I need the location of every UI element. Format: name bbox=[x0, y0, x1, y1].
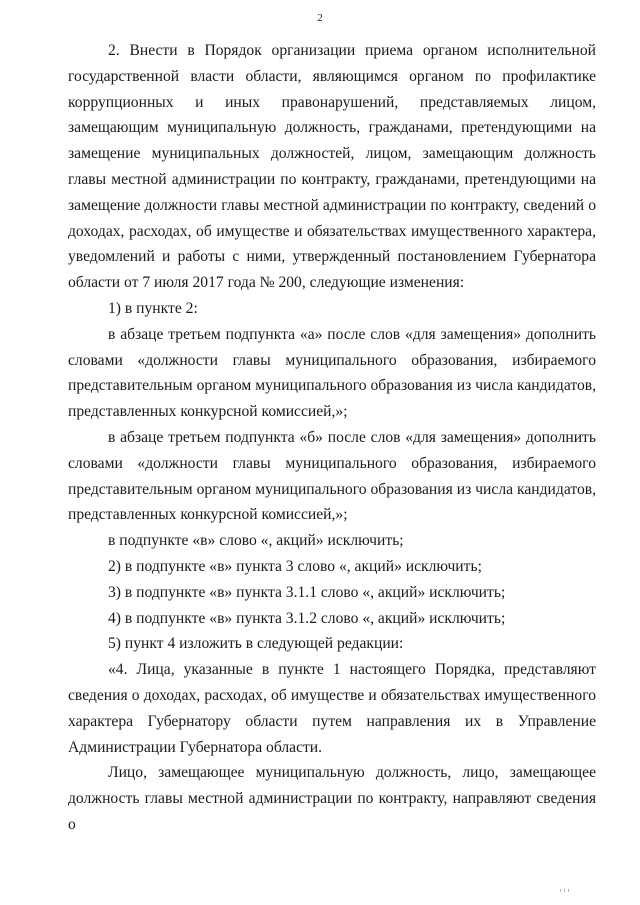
paragraph-subpoint-a: в абзаце третьем подпункта «а» после слов «для замещения» дополнить словами «должности главы муниципального образования, избираемого представительным органом муниципального образования из числа кандидатов, представленных конкурсной комиссией,»; bbox=[68, 325, 596, 421]
paragraph-subpoint-v: в подпункте «в» слово «, акций» исключить; bbox=[108, 532, 404, 550]
paragraph-subitem-1: 1) в пункте 2: bbox=[108, 299, 198, 317]
page-number: 2 bbox=[317, 12, 323, 24]
document-body bbox=[68, 38, 596, 838]
paragraph-subpoint-b: в абзаце третьем подпункта «б» после слов «для замещения» дополнить словами «должности главы муниципального образования, избираемого представительным органом муниципального образования из числа кандидатов, представленных конкурсной комиссией,»; bbox=[68, 428, 596, 524]
paragraph-subitem-3: 3) в подпункте «в» пункта 3.1.1 слово «, акций» исключить; bbox=[108, 583, 506, 601]
paragraph-continuation: Лицо, замещающее муниципальную должность, лицо, замещающее должность главы местной администрации по контракту, направляют сведения о bbox=[68, 764, 596, 833]
paragraph-subitem-5: 5) пункт 4 изложить в следующей редакции: bbox=[108, 635, 404, 653]
paragraph-subitem-4: 4) в подпункте «в» пункта 3.1.2 слово «, акций» исключить; bbox=[108, 609, 506, 627]
paragraph-subitem-2: 2) в подпункте «в» пункта 3 слово «, акций» исключить; bbox=[108, 557, 482, 575]
paragraph-new-point-4: «4. Лица, указанные в пункте 1 настоящего Порядка, представляют сведения о доходах, расходах, об имуществе и обязательствах имущественного характера Губернатору области путем направления их в Управление Администрации Губернатора области. bbox=[68, 661, 596, 756]
footer-marks: ¹¹¹ bbox=[560, 889, 572, 895]
paragraph-item-2-amendment: 2. Внести в Порядок организации приема органом исполнительной государственной власти области, являющимся органом по профилактике коррупционных и иных правонарушений, представляемых лицом, замещающим муниципальную должность, гражданами, претендующими на замещение муниципальных должностей, лицом, замещающим должность главы местной администрации по контракту, гражданами, претендующими на замещение должности главы местной администрации по контракту, сведений о доходах, расходах, об имуществе и обязательствах имущественного характера, уведомлений и работы с ними, утвержденный постановлением Губернатора области от 7 июля 2017 года № 200, следующие изменения: bbox=[68, 42, 596, 292]
